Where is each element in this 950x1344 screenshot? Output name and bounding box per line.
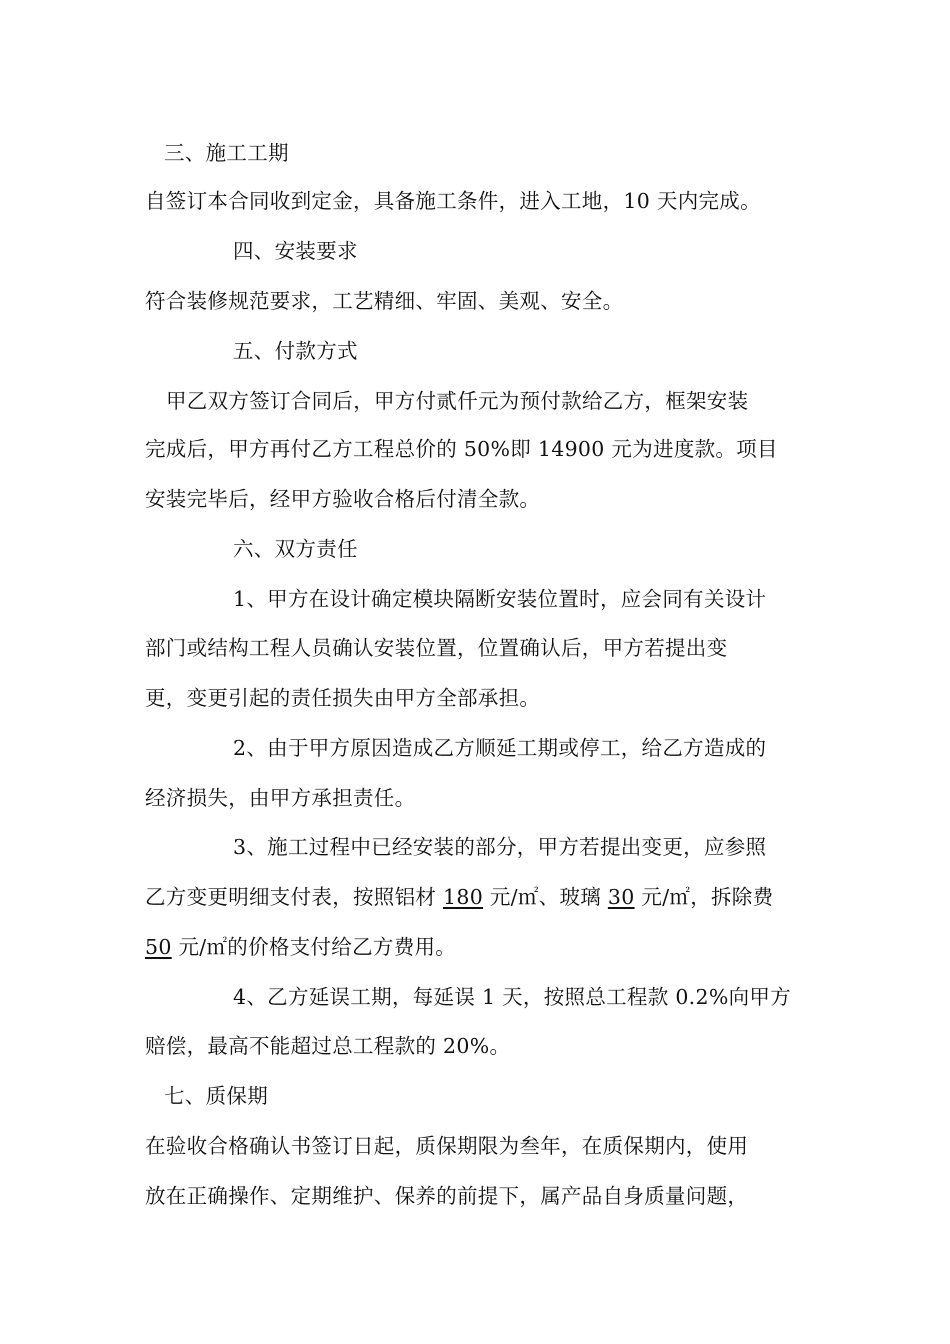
paragraph-line: 符合装修规范要求，工艺精细、牢固、美观、安全。 — [145, 289, 624, 313]
paragraph-line: 3、施工过程中已经安装的部分，甲方若提出变更，应参照 — [233, 835, 767, 859]
paragraph-line: 赔偿，最高不能超过总工程款的 20%。 — [145, 1034, 511, 1058]
pricing-text: 元/㎡、玻璃 — [483, 885, 608, 909]
paragraph-line: 自签订本合同收到定金，具备施工条件，进入工地，10 天内完成。 — [145, 189, 761, 213]
paragraph-line: 经济损失，由甲方承担责任。 — [145, 786, 416, 810]
pricing-line — [145, 883, 773, 911]
demolition-text: 元/㎡的价格支付给乙方费用。 — [171, 935, 457, 959]
paragraph-line: 更，变更引起的责任损失由甲方全部承担。 — [145, 686, 541, 710]
paragraph-line: 完成后，甲方再付乙方工程总价的 50%即 14900 元为进度款。项目 — [145, 437, 778, 461]
demolition-line — [145, 933, 456, 961]
aluminum-price: 180 — [443, 885, 484, 909]
paragraph-line: 2、由于甲方原因造成乙方顺延工期或停工，给乙方造成的 — [233, 736, 767, 760]
pricing-text: 元/㎡，拆除费 — [634, 885, 774, 909]
paragraph-line: 放在正确操作、定期维护、保养的前提下，属产品自身质量问题， — [145, 1184, 749, 1208]
paragraph-line: 1、甲方在设计确定模块隔断安装位置时，应会同有关设计 — [233, 587, 767, 611]
section-heading-construction-period: 三、施工工期 — [164, 141, 289, 165]
section-heading-payment-method: 五、付款方式 — [233, 339, 358, 363]
section-heading-warranty: 七、质保期 — [164, 1084, 268, 1108]
section-heading-responsibilities: 六、双方责任 — [233, 537, 358, 561]
paragraph-line: 部门或结构工程人员确认安装位置，位置确认后，甲方若提出变 — [145, 636, 728, 660]
paragraph-line: 在验收合格确认书签订日起，质保期限为叁年，在质保期内，使用 — [145, 1134, 749, 1158]
paragraph-line: 甲乙双方签订合同后，甲方付贰仟元为预付款给乙方，框架安装 — [166, 389, 749, 413]
paragraph-line: 安装完毕后，经甲方验收合格后付清全款。 — [145, 487, 541, 511]
glass-price: 30 — [607, 885, 635, 909]
demolition-fee: 50 — [145, 935, 172, 959]
paragraph-line: 4、乙方延误工期，每延误 1 天，按照总工程款 0.2%向甲方 — [233, 985, 792, 1009]
section-heading-installation-requirements: 四、安装要求 — [233, 239, 358, 263]
pricing-text: 乙方变更明细支付表，按照铝材 — [145, 885, 444, 909]
